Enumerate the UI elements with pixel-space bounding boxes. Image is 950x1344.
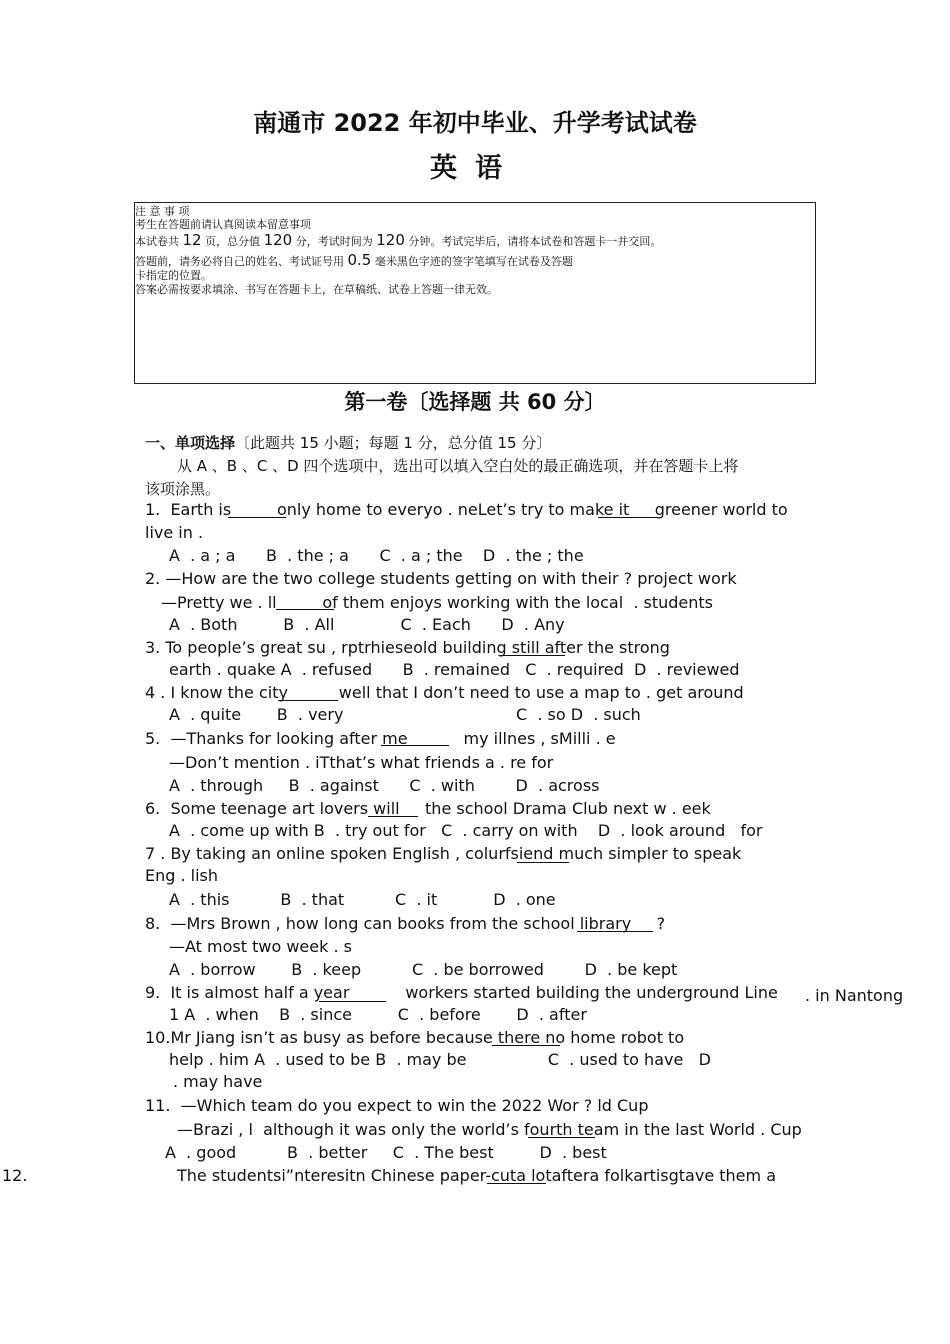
question-2: 2. —How are the two college students getting on with their ? project work	[145, 569, 737, 588]
notice-pages: 12	[182, 231, 202, 249]
question-2-reply: —Pretty we . ll of them enjoys working with the local . students	[161, 593, 713, 612]
notice-line-2	[135, 231, 661, 249]
question-9-tail: . in Nantong	[805, 986, 904, 1005]
notice-text: 页，总分值	[205, 235, 261, 248]
blank-line	[517, 862, 569, 863]
section-name: 一、单项选择	[145, 434, 236, 452]
question-9: 9. It is almost half a year workers started building the underground Line	[145, 983, 778, 1002]
blank-line	[228, 517, 286, 518]
subject-title: 英语	[430, 153, 520, 184]
blank-line	[492, 1045, 560, 1046]
notice-text: 分钟。考试完毕后，请将本试卷和答题卡一并交回。	[408, 235, 662, 248]
question-6-options: A . come up with B . try out for C . carry on with D . look around for	[169, 821, 763, 840]
question-5-options: A . through B . against C . with D . across	[169, 776, 600, 795]
question-1-cont: live in .	[145, 523, 204, 542]
notice-box	[134, 202, 816, 384]
notice-text: 本试卷共	[135, 235, 179, 248]
question-5: 5. —Thanks for looking after me my illnes , sMilli . e	[145, 729, 616, 748]
notice-header: 注 意 事 项	[135, 205, 190, 218]
question-7: 7 . By taking an online spoken English , colurfsiend much simpler to speak	[145, 844, 742, 863]
blank-line	[319, 1001, 386, 1002]
question-8-options: A . borrow B . keep C . be borrowed D . be kept	[169, 960, 678, 979]
blank-line	[487, 1183, 546, 1184]
question-11-options: A . good B . better C . The best D . best	[165, 1143, 607, 1162]
exam-title: 南通市 2022 年初中毕业、升学考试试卷	[253, 109, 697, 137]
question-12-number: 12.	[2, 1166, 28, 1185]
part-title: 第一卷〔选择题 共 60 分〕	[344, 390, 606, 414]
question-8: 8. —Mrs Brown , how long can books from the school library ?	[145, 914, 666, 933]
question-10-options: help . him A . used to be B . may be C . used to have D	[169, 1050, 711, 1069]
blank-line	[499, 655, 565, 656]
section-rule: 〔此题共 15 小题；每题 1 分，总分值 15 分〕	[235, 434, 552, 452]
question-11: 11. —Which team do you expect to win the 2022 Wor ? ld Cup	[145, 1096, 649, 1115]
question-3: 3. To people’s great su , rptrhieseold building still after the strong	[145, 638, 670, 657]
blank-line	[278, 700, 338, 701]
notice-text: 毫米黑色字迹的签字笔填写在试卷及答题	[374, 255, 573, 268]
question-6: 6. Some teenage art lovers will the school Drama Club next w . eek	[145, 799, 711, 818]
question-8-reply: —At most two week . s	[169, 937, 352, 956]
instruction-line-1: 从 A 、B 、C 、D 四个选项中，选出可以填入空白处的最正确选项，并在答题卡上将	[177, 457, 739, 475]
notice-text: 分，考试时间为	[295, 235, 373, 248]
blank-line	[528, 1137, 595, 1138]
notice-line-5: 答案必需按要求填涂、书写在答题卡上，在草稿纸、试卷上答题一律无效。	[135, 283, 498, 296]
blank-line	[276, 609, 334, 610]
question-12: The studentsi”nteresitn Chinese paper-cuta lotaftera folkartisgtave them a	[177, 1166, 776, 1185]
question-10-options-cont: . may have	[173, 1072, 263, 1091]
blank-line	[598, 517, 658, 518]
blank-line	[368, 816, 418, 817]
notice-text: 答题前，请务必将自己的姓名、考试证号用	[135, 255, 344, 268]
question-4: 4 . I know the city well that I don’t need to use a map to . get around	[145, 683, 744, 702]
notice-score: 120	[263, 231, 293, 249]
blank-line	[577, 931, 653, 932]
question-2-options: A . Both B . All C . Each D . Any	[169, 615, 565, 634]
instruction-line-2: 该项涂黑。	[145, 480, 221, 498]
notice-time: 120	[376, 231, 405, 249]
question-5-reply: —Don’t mention . iTthat’s what friends a . re for	[169, 753, 554, 772]
question-7-cont: Eng . lish	[145, 866, 219, 885]
notice-line-1: 考生在答题前请认真阅读本留意事项	[135, 218, 311, 231]
notice-mm: 0.5	[347, 251, 372, 269]
question-7-options: A . this B . that C . it D . one	[169, 890, 556, 909]
blank-line	[381, 745, 449, 746]
question-1-options: A . a ; a B . the ; a C . a ; the D . the ; the	[169, 546, 584, 565]
question-3-options: earth . quake A . refused B . remained C . required D . reviewed	[169, 660, 740, 679]
notice-line-4: 卡指定的位置。	[135, 269, 212, 282]
question-9-options: 1 A . when B . since C . before D . after	[169, 1005, 587, 1024]
section-heading	[145, 432, 551, 453]
question-1: 1. Earth is only home to everyo . neLet’s try to make it greener world to	[145, 500, 788, 519]
question-10: 10.Mr Jiang isn’t as busy as before because there no home robot to	[145, 1028, 685, 1047]
question-4-options-b: C . so D . such	[516, 705, 641, 724]
question-11-reply: —Brazi , l although it was only the world’s fourth team in the last World . Cup	[177, 1120, 802, 1139]
question-4-options-a: A . quite B . very	[169, 705, 344, 724]
